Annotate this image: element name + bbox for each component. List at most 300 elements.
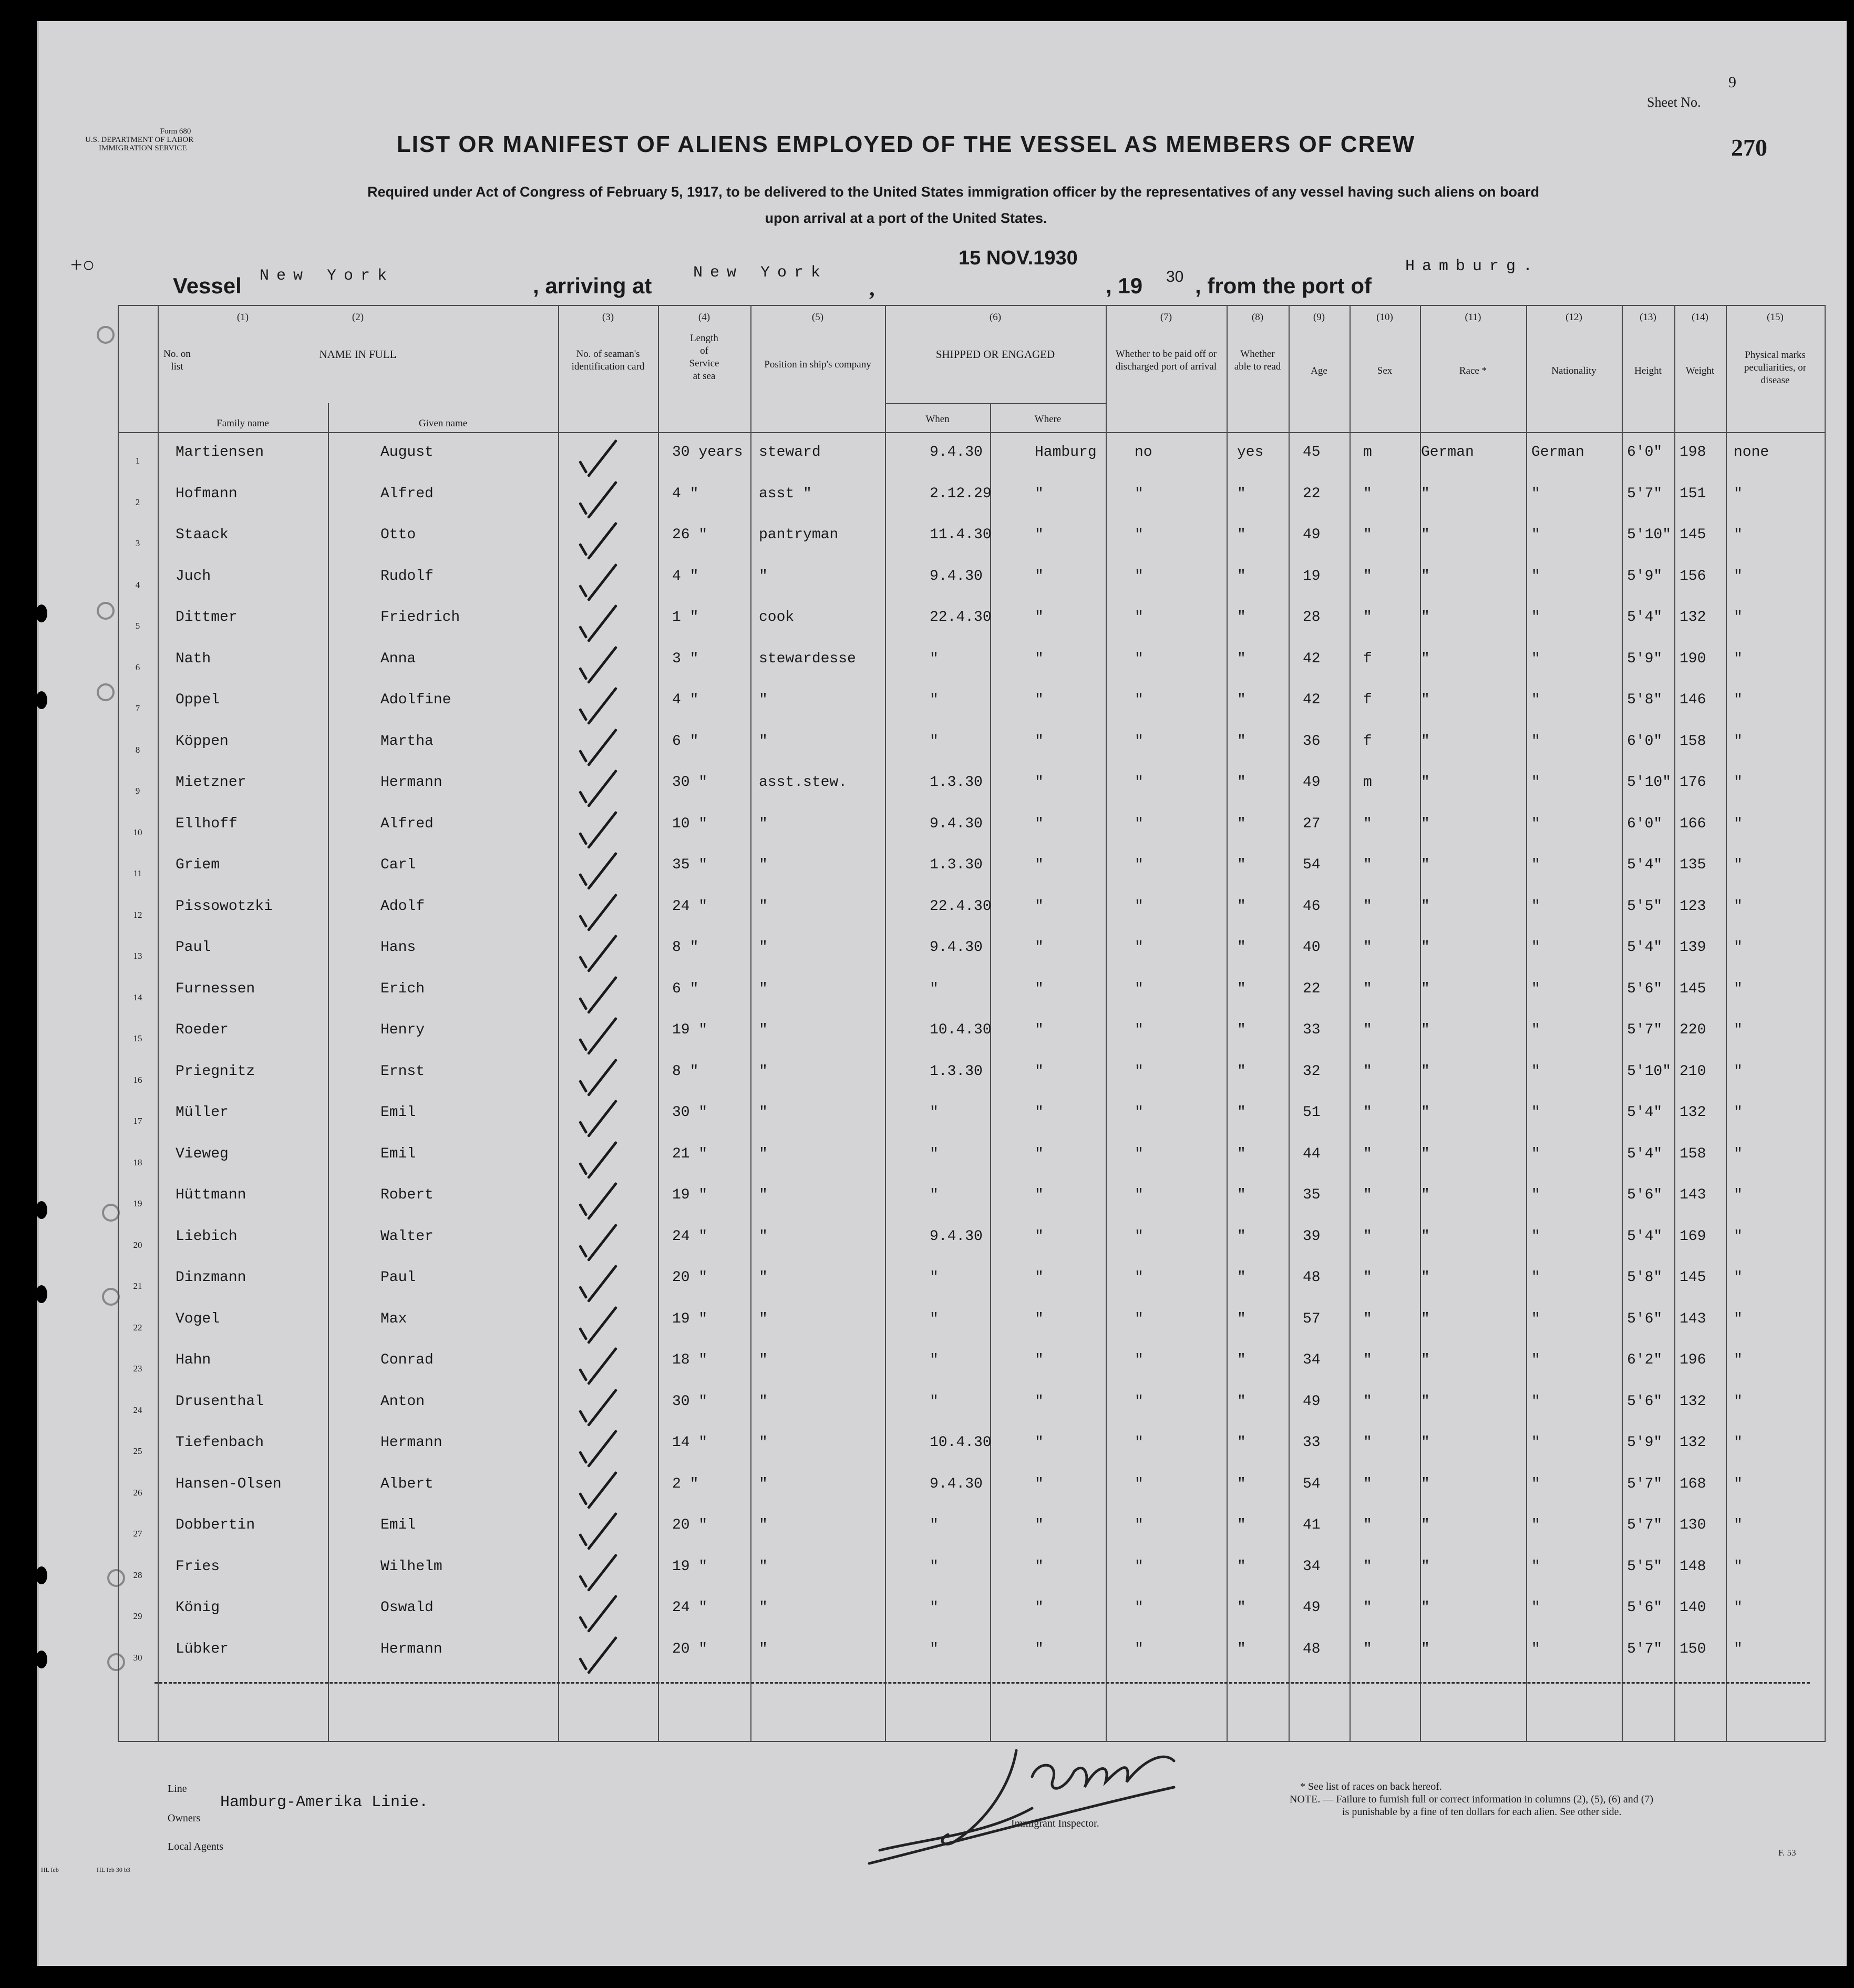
- row-nationality: ": [1531, 1641, 1540, 1657]
- row-paid-off: ": [1135, 1434, 1144, 1451]
- row-family-name: Köppen: [176, 733, 229, 750]
- row-service: 4 ": [672, 485, 699, 502]
- row-able-read: ": [1237, 1558, 1246, 1575]
- check-mark-icon: [579, 543, 588, 556]
- row-weight: 143: [1680, 1310, 1706, 1327]
- row-physical-marks: ": [1734, 527, 1743, 543]
- row-able-read: ": [1237, 857, 1246, 873]
- row-age: 42: [1303, 650, 1321, 667]
- row-height: 5'10": [1627, 1063, 1672, 1080]
- row-paid-off: ": [1135, 1187, 1144, 1203]
- check-mark-icon-stroke: [587, 1553, 617, 1591]
- row-sex: f: [1363, 692, 1372, 708]
- row-service: 24 ": [672, 1228, 708, 1245]
- table-row: [118, 1059, 1825, 1101]
- row-race: ": [1421, 857, 1430, 873]
- header-c13-num: (13): [1640, 312, 1656, 323]
- row-shipped-where: ": [1035, 980, 1044, 997]
- row-family-name: Roeder: [176, 1022, 229, 1038]
- row-shipped-when: 9.4.30: [930, 1228, 983, 1245]
- row-shipped-when: ": [930, 1393, 939, 1410]
- sheet-label: Sheet No.: [1647, 95, 1701, 110]
- row-physical-marks: ": [1734, 1022, 1743, 1038]
- row-age: 44: [1303, 1145, 1321, 1162]
- row-physical-marks: ": [1734, 1145, 1743, 1162]
- row-position: ": [759, 939, 768, 956]
- check-mark-icon-stroke: [587, 1017, 617, 1055]
- row-sex: ": [1363, 1022, 1372, 1038]
- row-weight: 169: [1680, 1228, 1706, 1245]
- table-row: [118, 1224, 1825, 1266]
- row-position: asst.stew.: [759, 774, 848, 791]
- check-mark-icon-stroke: [587, 563, 617, 601]
- row-service: 30 years: [672, 444, 743, 460]
- row-position: ": [759, 1600, 768, 1616]
- row-physical-marks: ": [1734, 1352, 1743, 1368]
- row-service: 4 ": [672, 568, 699, 585]
- end-of-list-rule: [154, 1682, 1810, 1684]
- row-shipped-where: ": [1035, 733, 1044, 750]
- header-height: Height: [1634, 365, 1662, 376]
- service: IMMIGRATION SERVICE: [99, 144, 187, 152]
- header-c10-num: (10): [1376, 312, 1393, 323]
- table-row: [118, 688, 1825, 729]
- row-height: 5'4": [1627, 939, 1663, 956]
- row-sex: ": [1363, 485, 1372, 502]
- row-age: 22: [1303, 980, 1321, 997]
- table-row: [118, 729, 1825, 771]
- check-mark-icon-stroke: [587, 687, 617, 725]
- print-mark: HL feb: [41, 1866, 59, 1873]
- row-given-name: Emil: [380, 1145, 416, 1162]
- table-row: [118, 1513, 1825, 1554]
- row-race: German: [1421, 444, 1474, 460]
- header-id-card: No. of seaman's identification card: [571, 349, 645, 372]
- row-height: 5'7": [1627, 485, 1663, 502]
- binding-ring: [97, 326, 115, 344]
- corner-mark: +○: [70, 253, 95, 276]
- row-number: 30: [133, 1652, 142, 1663]
- row-shipped-when: 1.3.30: [930, 774, 983, 791]
- table-row: [118, 1637, 1825, 1678]
- row-shipped-when: 2.12.29: [930, 485, 992, 502]
- row-physical-marks: ": [1734, 898, 1743, 915]
- check-mark-icon: [579, 460, 588, 474]
- row-able-read: ": [1237, 1475, 1246, 1492]
- row-service: 30 ": [672, 1393, 708, 1410]
- row-family-name: Oppel: [176, 692, 220, 708]
- row-family-name: Müller: [176, 1104, 229, 1121]
- row-race: ": [1421, 692, 1430, 708]
- check-mark-icon: [579, 626, 588, 639]
- check-mark-icon: [579, 1244, 588, 1257]
- row-age: 32: [1303, 1063, 1321, 1080]
- row-able-read: ": [1237, 692, 1246, 708]
- row-weight: 150: [1680, 1641, 1706, 1657]
- row-height: 5'9": [1627, 1434, 1663, 1451]
- header-c4-num: (4): [698, 312, 710, 323]
- row-age: 57: [1303, 1310, 1321, 1327]
- row-family-name: König: [176, 1600, 220, 1616]
- row-nationality: ": [1531, 1310, 1540, 1327]
- row-family-name: Vogel: [176, 1310, 220, 1327]
- check-mark-icon: [579, 749, 588, 762]
- row-shipped-when: 11.4.30: [930, 527, 992, 543]
- row-sex: ": [1363, 1187, 1372, 1203]
- row-given-name: Alfred: [380, 815, 434, 832]
- table-row: [118, 1430, 1825, 1472]
- row-shipped-when: 22.4.30: [930, 898, 992, 915]
- row-shipped-where: ": [1035, 1145, 1044, 1162]
- row-shipped-where: ": [1035, 1393, 1044, 1410]
- row-number: 28: [133, 1570, 142, 1580]
- punch-hole: [36, 604, 47, 622]
- row-service: 20 ": [672, 1269, 708, 1286]
- subtitle-line-1: Required under Act of Congress of February 5, 1917, to be delivered to the United States immigration officer by the representatives of any vessel having such aliens on board: [367, 184, 1540, 200]
- row-paid-off: ": [1135, 857, 1144, 873]
- row-weight: 156: [1680, 568, 1706, 585]
- table-row: [118, 440, 1825, 481]
- row-paid-off: ": [1135, 939, 1144, 956]
- row-paid-off: ": [1135, 815, 1144, 832]
- row-sex: ": [1363, 815, 1372, 832]
- header-c14-num: (14): [1692, 312, 1708, 323]
- row-shipped-when: ": [930, 1310, 939, 1327]
- check-mark-icon: [579, 914, 588, 927]
- row-position: ": [759, 980, 768, 997]
- row-number: 15: [133, 1033, 142, 1043]
- row-race: ": [1421, 774, 1430, 791]
- row-weight: 168: [1680, 1475, 1706, 1492]
- table-row: [118, 1142, 1825, 1183]
- row-given-name: Alfred: [380, 485, 434, 502]
- arriving-port: New York: [693, 264, 828, 282]
- header-length-service: Length of Service at sea: [689, 333, 719, 382]
- row-paid-off: ": [1135, 1352, 1144, 1368]
- row-nationality: ": [1531, 857, 1540, 873]
- row-physical-marks: ": [1734, 1393, 1743, 1410]
- row-sex: ": [1363, 527, 1372, 543]
- row-position: ": [759, 1104, 768, 1121]
- row-physical-marks: ": [1734, 733, 1743, 750]
- check-mark-icon-stroke: [587, 1512, 617, 1550]
- row-number: 9: [135, 786, 140, 796]
- row-age: 33: [1303, 1434, 1321, 1451]
- row-family-name: Mietzner: [176, 774, 246, 791]
- row-shipped-where: ": [1035, 774, 1044, 791]
- row-weight: 145: [1680, 980, 1706, 997]
- row-position: ": [759, 568, 768, 585]
- row-height: 6'2": [1627, 1352, 1663, 1368]
- subheader-rule: [885, 403, 1106, 404]
- row-nationality: ": [1531, 1187, 1540, 1203]
- check-mark-icon-stroke: [587, 1388, 617, 1426]
- row-sex: ": [1363, 1145, 1372, 1162]
- row-physical-marks: ": [1734, 1434, 1743, 1451]
- manifest-sheet: [37, 21, 1847, 1966]
- row-sex: ": [1363, 1063, 1372, 1080]
- row-race: ": [1421, 1641, 1430, 1657]
- row-race: ": [1421, 815, 1430, 832]
- row-age: 54: [1303, 857, 1321, 873]
- table-row: [118, 977, 1825, 1018]
- row-sex: ": [1363, 1600, 1372, 1616]
- row-weight: 176: [1680, 774, 1706, 791]
- row-age: 48: [1303, 1269, 1321, 1286]
- row-height: 6'0": [1627, 815, 1663, 832]
- row-sex: ": [1363, 568, 1372, 585]
- row-age: 33: [1303, 1022, 1321, 1038]
- row-position: asst ": [759, 485, 812, 502]
- row-shipped-where: ": [1035, 1434, 1044, 1451]
- row-height: 5'5": [1627, 898, 1663, 915]
- row-family-name: Tiefenbach: [176, 1434, 264, 1451]
- owners-value: Hamburg-Amerika Linie.: [220, 1794, 429, 1811]
- check-mark-icon: [579, 997, 588, 1010]
- header-sex: Sex: [1377, 365, 1393, 376]
- row-sex: ": [1363, 980, 1372, 997]
- row-height: 5'10": [1627, 527, 1672, 543]
- check-mark-icon-stroke: [587, 1058, 617, 1096]
- row-race: ": [1421, 733, 1430, 750]
- table-row: [118, 1348, 1825, 1389]
- row-paid-off: ": [1135, 1517, 1144, 1533]
- row-given-name: Ernst: [380, 1063, 425, 1080]
- check-mark-icon: [579, 832, 588, 845]
- row-age: 51: [1303, 1104, 1321, 1121]
- row-weight: 143: [1680, 1187, 1706, 1203]
- row-height: 6'0": [1627, 733, 1663, 750]
- check-mark-icon-stroke: [587, 893, 617, 931]
- row-family-name: Griem: [176, 857, 220, 873]
- table-row: [118, 812, 1825, 853]
- check-mark-icon-stroke: [587, 1471, 617, 1509]
- row-height: 5'6": [1627, 1393, 1663, 1410]
- row-family-name: Dittmer: [176, 609, 238, 626]
- header-nationality: Nationality: [1551, 365, 1596, 376]
- row-nationality: ": [1531, 1600, 1540, 1616]
- row-height: 5'6": [1627, 1600, 1663, 1616]
- header-when: When: [925, 414, 950, 425]
- row-position: ": [759, 898, 768, 915]
- row-service: 4 ": [672, 692, 699, 708]
- row-shipped-where: ": [1035, 1352, 1044, 1368]
- row-weight: 190: [1680, 650, 1706, 667]
- print-mark: HL feb 30 b3: [97, 1866, 130, 1873]
- header-no-on-list: No. on list: [163, 349, 191, 372]
- row-shipped-where: ": [1035, 1600, 1044, 1616]
- row-weight: 132: [1680, 1393, 1706, 1410]
- row-race: ": [1421, 1352, 1430, 1368]
- row-family-name: Vieweg: [176, 1145, 229, 1162]
- row-able-read: yes: [1237, 444, 1264, 460]
- row-weight: 139: [1680, 939, 1706, 956]
- check-mark-icon: [579, 1657, 588, 1670]
- table-row: [118, 1472, 1825, 1513]
- punch-hole: [36, 1201, 47, 1219]
- row-given-name: Martha: [380, 733, 434, 750]
- row-shipped-where: ": [1035, 609, 1044, 626]
- row-race: ": [1421, 1187, 1430, 1203]
- table-row: [118, 1265, 1825, 1307]
- table-row: [118, 853, 1825, 894]
- row-nationality: ": [1531, 1475, 1540, 1492]
- row-able-read: ": [1237, 1310, 1246, 1327]
- row-weight: 132: [1680, 609, 1706, 626]
- table-row: [118, 935, 1825, 977]
- row-age: 36: [1303, 733, 1321, 750]
- header-physical-marks: Physical marks peculiarities, or disease: [1744, 350, 1807, 386]
- row-sex: ": [1363, 898, 1372, 915]
- row-position: ": [759, 1310, 768, 1327]
- row-age: 35: [1303, 1187, 1321, 1203]
- row-number: 27: [133, 1529, 142, 1539]
- row-service: 10 ": [672, 815, 708, 832]
- row-nationality: ": [1531, 485, 1540, 502]
- row-given-name: Emil: [380, 1517, 416, 1533]
- row-shipped-when: ": [930, 1187, 939, 1203]
- row-shipped-where: ": [1035, 650, 1044, 667]
- row-nationality: ": [1531, 774, 1540, 791]
- row-given-name: Adolf: [380, 898, 425, 915]
- note-failure: NOTE. — Failure to furnish full or correct information in columns (2), (5), (6) and (7): [1290, 1794, 1654, 1805]
- arriving-label: , arriving at: [533, 273, 652, 298]
- row-physical-marks: ": [1734, 1641, 1743, 1657]
- row-race: ": [1421, 1517, 1430, 1533]
- binding-ring: [102, 1204, 120, 1222]
- row-sex: ": [1363, 1352, 1372, 1368]
- row-physical-marks: ": [1734, 1104, 1743, 1121]
- check-mark-icon-stroke: [587, 852, 617, 890]
- row-physical-marks: ": [1734, 939, 1743, 956]
- check-mark-icon-stroke: [587, 1595, 617, 1633]
- row-race: ": [1421, 1310, 1430, 1327]
- punch-hole: [36, 691, 47, 709]
- row-shipped-where: ": [1035, 1269, 1044, 1286]
- check-mark-icon-stroke: [587, 728, 617, 766]
- row-nationality: ": [1531, 1434, 1540, 1451]
- check-mark-icon: [579, 1203, 588, 1216]
- row-paid-off: ": [1135, 527, 1144, 543]
- row-able-read: ": [1237, 815, 1246, 832]
- row-weight: 130: [1680, 1517, 1706, 1533]
- row-number: 16: [133, 1074, 142, 1085]
- row-paid-off: ": [1135, 1600, 1144, 1616]
- row-height: 5'6": [1627, 980, 1663, 997]
- row-given-name: Oswald: [380, 1600, 434, 1616]
- row-position: ": [759, 692, 768, 708]
- row-nationality: ": [1531, 692, 1540, 708]
- header-shipped-engaged: SHIPPED OR ENGAGED: [935, 348, 1055, 361]
- row-shipped-where: ": [1035, 1558, 1044, 1575]
- row-shipped-when: 10.4.30: [930, 1022, 992, 1038]
- row-nationality: ": [1531, 1352, 1540, 1368]
- row-nationality: ": [1531, 1517, 1540, 1533]
- row-paid-off: ": [1135, 1269, 1144, 1286]
- punch-hole: [36, 1566, 47, 1584]
- row-number: 6: [135, 662, 140, 672]
- row-shipped-when: 1.3.30: [930, 1063, 983, 1080]
- check-mark-icon-stroke: [587, 1182, 617, 1220]
- row-able-read: ": [1237, 527, 1246, 543]
- row-shipped-when: 1.3.30: [930, 857, 983, 873]
- row-able-read: ": [1237, 1228, 1246, 1245]
- table-row: [118, 564, 1825, 606]
- row-race: ": [1421, 1558, 1430, 1575]
- row-weight: 140: [1680, 1600, 1706, 1616]
- row-service: 1 ": [672, 609, 699, 626]
- row-nationality: ": [1531, 650, 1540, 667]
- row-shipped-when: 9.4.30: [930, 815, 983, 832]
- year-suffix: 30: [1166, 268, 1184, 285]
- form-title: LIST OR MANIFEST OF ALIENS EMPLOYED OF THE VESSEL AS MEMBERS OF CREW: [396, 131, 1416, 157]
- row-race: ": [1421, 568, 1430, 585]
- row-shipped-when: ": [930, 1352, 939, 1368]
- row-able-read: ": [1237, 1269, 1246, 1286]
- row-height: 5'7": [1627, 1475, 1663, 1492]
- row-paid-off: ": [1135, 733, 1144, 750]
- row-number: 19: [133, 1198, 142, 1208]
- row-physical-marks: ": [1734, 650, 1743, 667]
- row-paid-off: ": [1135, 1022, 1144, 1038]
- row-paid-off: ": [1135, 1145, 1144, 1162]
- row-shipped-where: ": [1035, 1063, 1044, 1080]
- check-mark-icon-stroke: [587, 439, 617, 477]
- row-paid-off: ": [1135, 1104, 1144, 1121]
- check-mark-icon: [579, 501, 588, 515]
- row-height: 5'4": [1627, 609, 1663, 626]
- row-physical-marks: ": [1734, 857, 1743, 873]
- row-service: 19 ": [672, 1310, 708, 1327]
- row-shipped-when: 10.4.30: [930, 1434, 992, 1451]
- table-row: [118, 481, 1825, 523]
- row-number: 21: [133, 1281, 142, 1291]
- row-weight: 151: [1680, 485, 1706, 502]
- row-height: 5'4": [1627, 1145, 1663, 1162]
- row-shipped-where: ": [1035, 527, 1044, 543]
- table-row: [118, 770, 1825, 812]
- row-nationality: ": [1531, 1063, 1540, 1080]
- row-height: 5'4": [1627, 1228, 1663, 1245]
- row-number: 18: [133, 1157, 142, 1167]
- row-service: 30 ": [672, 1104, 708, 1121]
- row-family-name: Hahn: [176, 1352, 211, 1368]
- row-race: ": [1421, 1145, 1430, 1162]
- row-nationality: ": [1531, 1145, 1540, 1162]
- line-label: Line: [168, 1783, 187, 1795]
- form-number: Form 680: [160, 127, 191, 136]
- row-age: 46: [1303, 898, 1321, 915]
- row-number: 1: [135, 456, 140, 466]
- header-c3-num: (3): [602, 312, 614, 323]
- row-age: 41: [1303, 1517, 1321, 1533]
- header-able-read: Whether able to read: [1234, 349, 1281, 372]
- header-weight: Weight: [1685, 365, 1715, 376]
- check-mark-icon: [579, 1327, 588, 1340]
- row-family-name: Juch: [176, 568, 211, 585]
- row-family-name: Dinzmann: [176, 1269, 246, 1286]
- row-physical-marks: ": [1734, 1187, 1743, 1203]
- row-weight: 135: [1680, 857, 1706, 873]
- row-weight: 220: [1680, 1022, 1706, 1038]
- row-position: ": [759, 815, 768, 832]
- row-family-name: Lübker: [176, 1641, 229, 1657]
- header-rule: [118, 432, 1826, 433]
- row-service: 19 ": [672, 1558, 708, 1575]
- punch-hole: [36, 1651, 47, 1668]
- header-family-name: Family name: [217, 418, 269, 429]
- check-mark-icon: [579, 791, 588, 804]
